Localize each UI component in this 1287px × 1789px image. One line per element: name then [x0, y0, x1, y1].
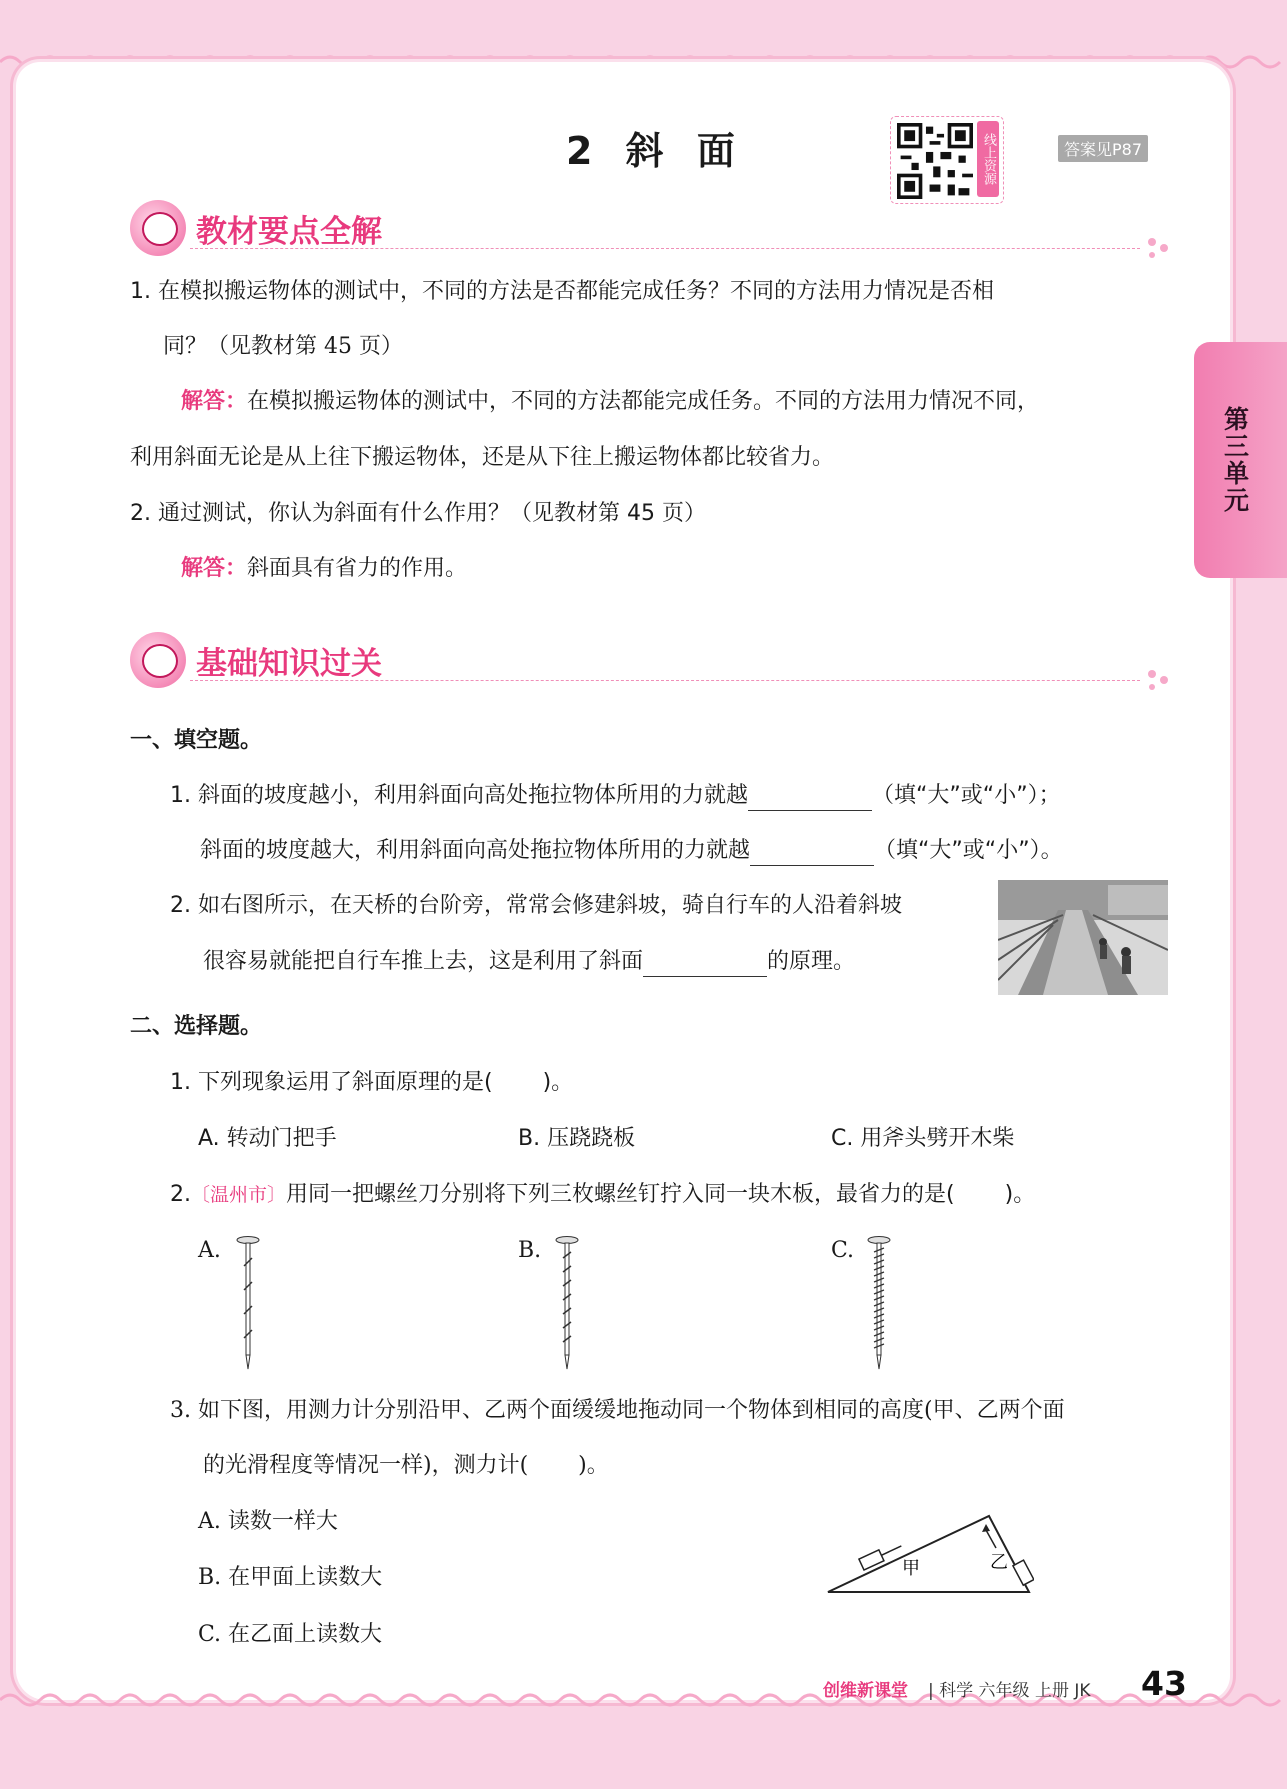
overpass-ramp-photo [998, 880, 1168, 995]
question-text: 1. 在模拟搬运物体的测试中，不同的方法是否都能完成任务？不同的方法用力情况是否相 [130, 279, 994, 304]
answer-blank[interactable] [750, 843, 874, 866]
decor-dots-icon [1144, 668, 1170, 692]
decor-dots-icon [1144, 236, 1170, 260]
footer-meta: | 科学 六年级 上册 JK [928, 1681, 1091, 1701]
section-heading-basics [130, 632, 1170, 688]
question-text [200, 836, 1063, 866]
question-text [170, 1068, 573, 1098]
divider [190, 248, 1140, 249]
answer-block [181, 387, 1039, 417]
part-title: 一、填空题。 [130, 728, 263, 753]
answer-reference[interactable]: 答案见P87 [1058, 135, 1148, 162]
mascot-icon [130, 632, 186, 688]
qr-code-icon [897, 123, 973, 199]
question-text [170, 1180, 1035, 1210]
choice-option[interactable]: B. 在甲面上读数大 [198, 1565, 383, 1590]
screw-medium-thread-icon [555, 1236, 579, 1370]
question-text [203, 947, 855, 977]
region-tag: 〔温州市〕 [191, 1184, 287, 1206]
section-title: 教材要点全解 [196, 214, 382, 250]
screw-sparse-thread-icon [236, 1236, 260, 1370]
question-stem: 1. 下列现象运用了斜面原理的是( [170, 1070, 493, 1095]
question-stem: )。 [542, 1070, 574, 1095]
answer-block [181, 554, 467, 584]
question-text: 3. 如下图，用测力计分别沿甲、乙两个面缓缓地拖动同一个物体到相同的高度(甲、乙两个面 [170, 1398, 1065, 1423]
question-text: 2. 如右图所示，在天桥的台阶旁，常常会修建斜坡，骑自行车的人沿着斜坡 [170, 893, 902, 918]
question-stem: )。 [578, 1453, 609, 1478]
answer-text: 在模拟搬运物体的测试中，不同的方法都能完成任务。不同的方法用力情况不同， [247, 389, 1040, 414]
choice-option[interactable]: A. 转动门把手 [198, 1126, 337, 1151]
question-text: 2. 通过测试，你认为斜面有什么作用？（见教材第 45 页） [130, 501, 706, 526]
choice-option[interactable]: A. [198, 1238, 221, 1263]
bottom-wave-border [0, 1690, 1287, 1710]
choice-option[interactable]: C. 在乙面上读数大 [198, 1622, 383, 1647]
divider [190, 680, 1140, 681]
face-a-label: 甲 [902, 1558, 920, 1579]
answer-blank[interactable] [748, 788, 872, 811]
incline-diagram [824, 1510, 1034, 1596]
footer-brand: 创维新课堂 [823, 1681, 908, 1701]
part-title: 二、选择题。 [130, 1014, 263, 1039]
question-stem: 的光滑程度等情况一样)，测力计( [203, 1453, 529, 1478]
face-b-label: 乙 [990, 1552, 1008, 1573]
choice-option[interactable]: A. 读数一样大 [198, 1509, 338, 1534]
unit-tab[interactable] [1194, 342, 1287, 578]
answer-text: 斜面具有省力的作用。 [247, 556, 468, 581]
choice-option[interactable]: C. 用斧头劈开木柴 [831, 1126, 1015, 1151]
unit-tab-label: 第三单元 [1220, 406, 1250, 514]
mascot-icon [130, 200, 186, 256]
question-stem: 1. 斜面的坡度越小，利用斜面向高处拖拉物体所用的力就越 [170, 783, 748, 808]
answer-label: 解答： [181, 389, 248, 414]
question-text [170, 781, 1061, 811]
screw-dense-thread-icon [867, 1236, 891, 1370]
question-text: 同？（见教材第 45 页） [163, 334, 403, 359]
question-hint: （填“大”或“小”）。 [874, 838, 1063, 863]
section-heading-textbook [130, 200, 1170, 256]
choice-option[interactable]: C. [831, 1238, 855, 1263]
choice-option[interactable]: B. [518, 1238, 542, 1263]
answer-blank[interactable] [643, 954, 767, 977]
question-stem: 斜面的坡度越大，利用斜面向高处拖拉物体所用的力就越 [200, 838, 751, 863]
question-number: 2. [170, 1182, 191, 1207]
question-text [203, 1451, 609, 1481]
page-title: 2 斜 面 [566, 129, 745, 173]
online-resource-tag: 线上资源 [977, 121, 999, 197]
question-stem: 很容易就能把自行车推上去，这是利用了斜面 [203, 949, 644, 974]
answer-text: 利用斜面无论是从上往下搬运物体，还是从下往上搬运物体都比较省力。 [130, 445, 835, 470]
question-hint: （填“大”或“小”）； [872, 783, 1061, 808]
choice-option[interactable]: B. 压跷跷板 [518, 1126, 636, 1151]
question-stem: 的原理。 [767, 949, 856, 974]
qr-code-box[interactable] [890, 116, 1004, 204]
question-stem: )。 [1004, 1182, 1036, 1207]
section-title: 基础知识过关 [196, 646, 382, 682]
answer-label: 解答： [181, 556, 248, 581]
question-stem: 用同一把螺丝刀分别将下列三枚螺丝钉拧入同一块木板，最省力的是( [286, 1182, 955, 1207]
page-number: 43 [1141, 1664, 1187, 1703]
